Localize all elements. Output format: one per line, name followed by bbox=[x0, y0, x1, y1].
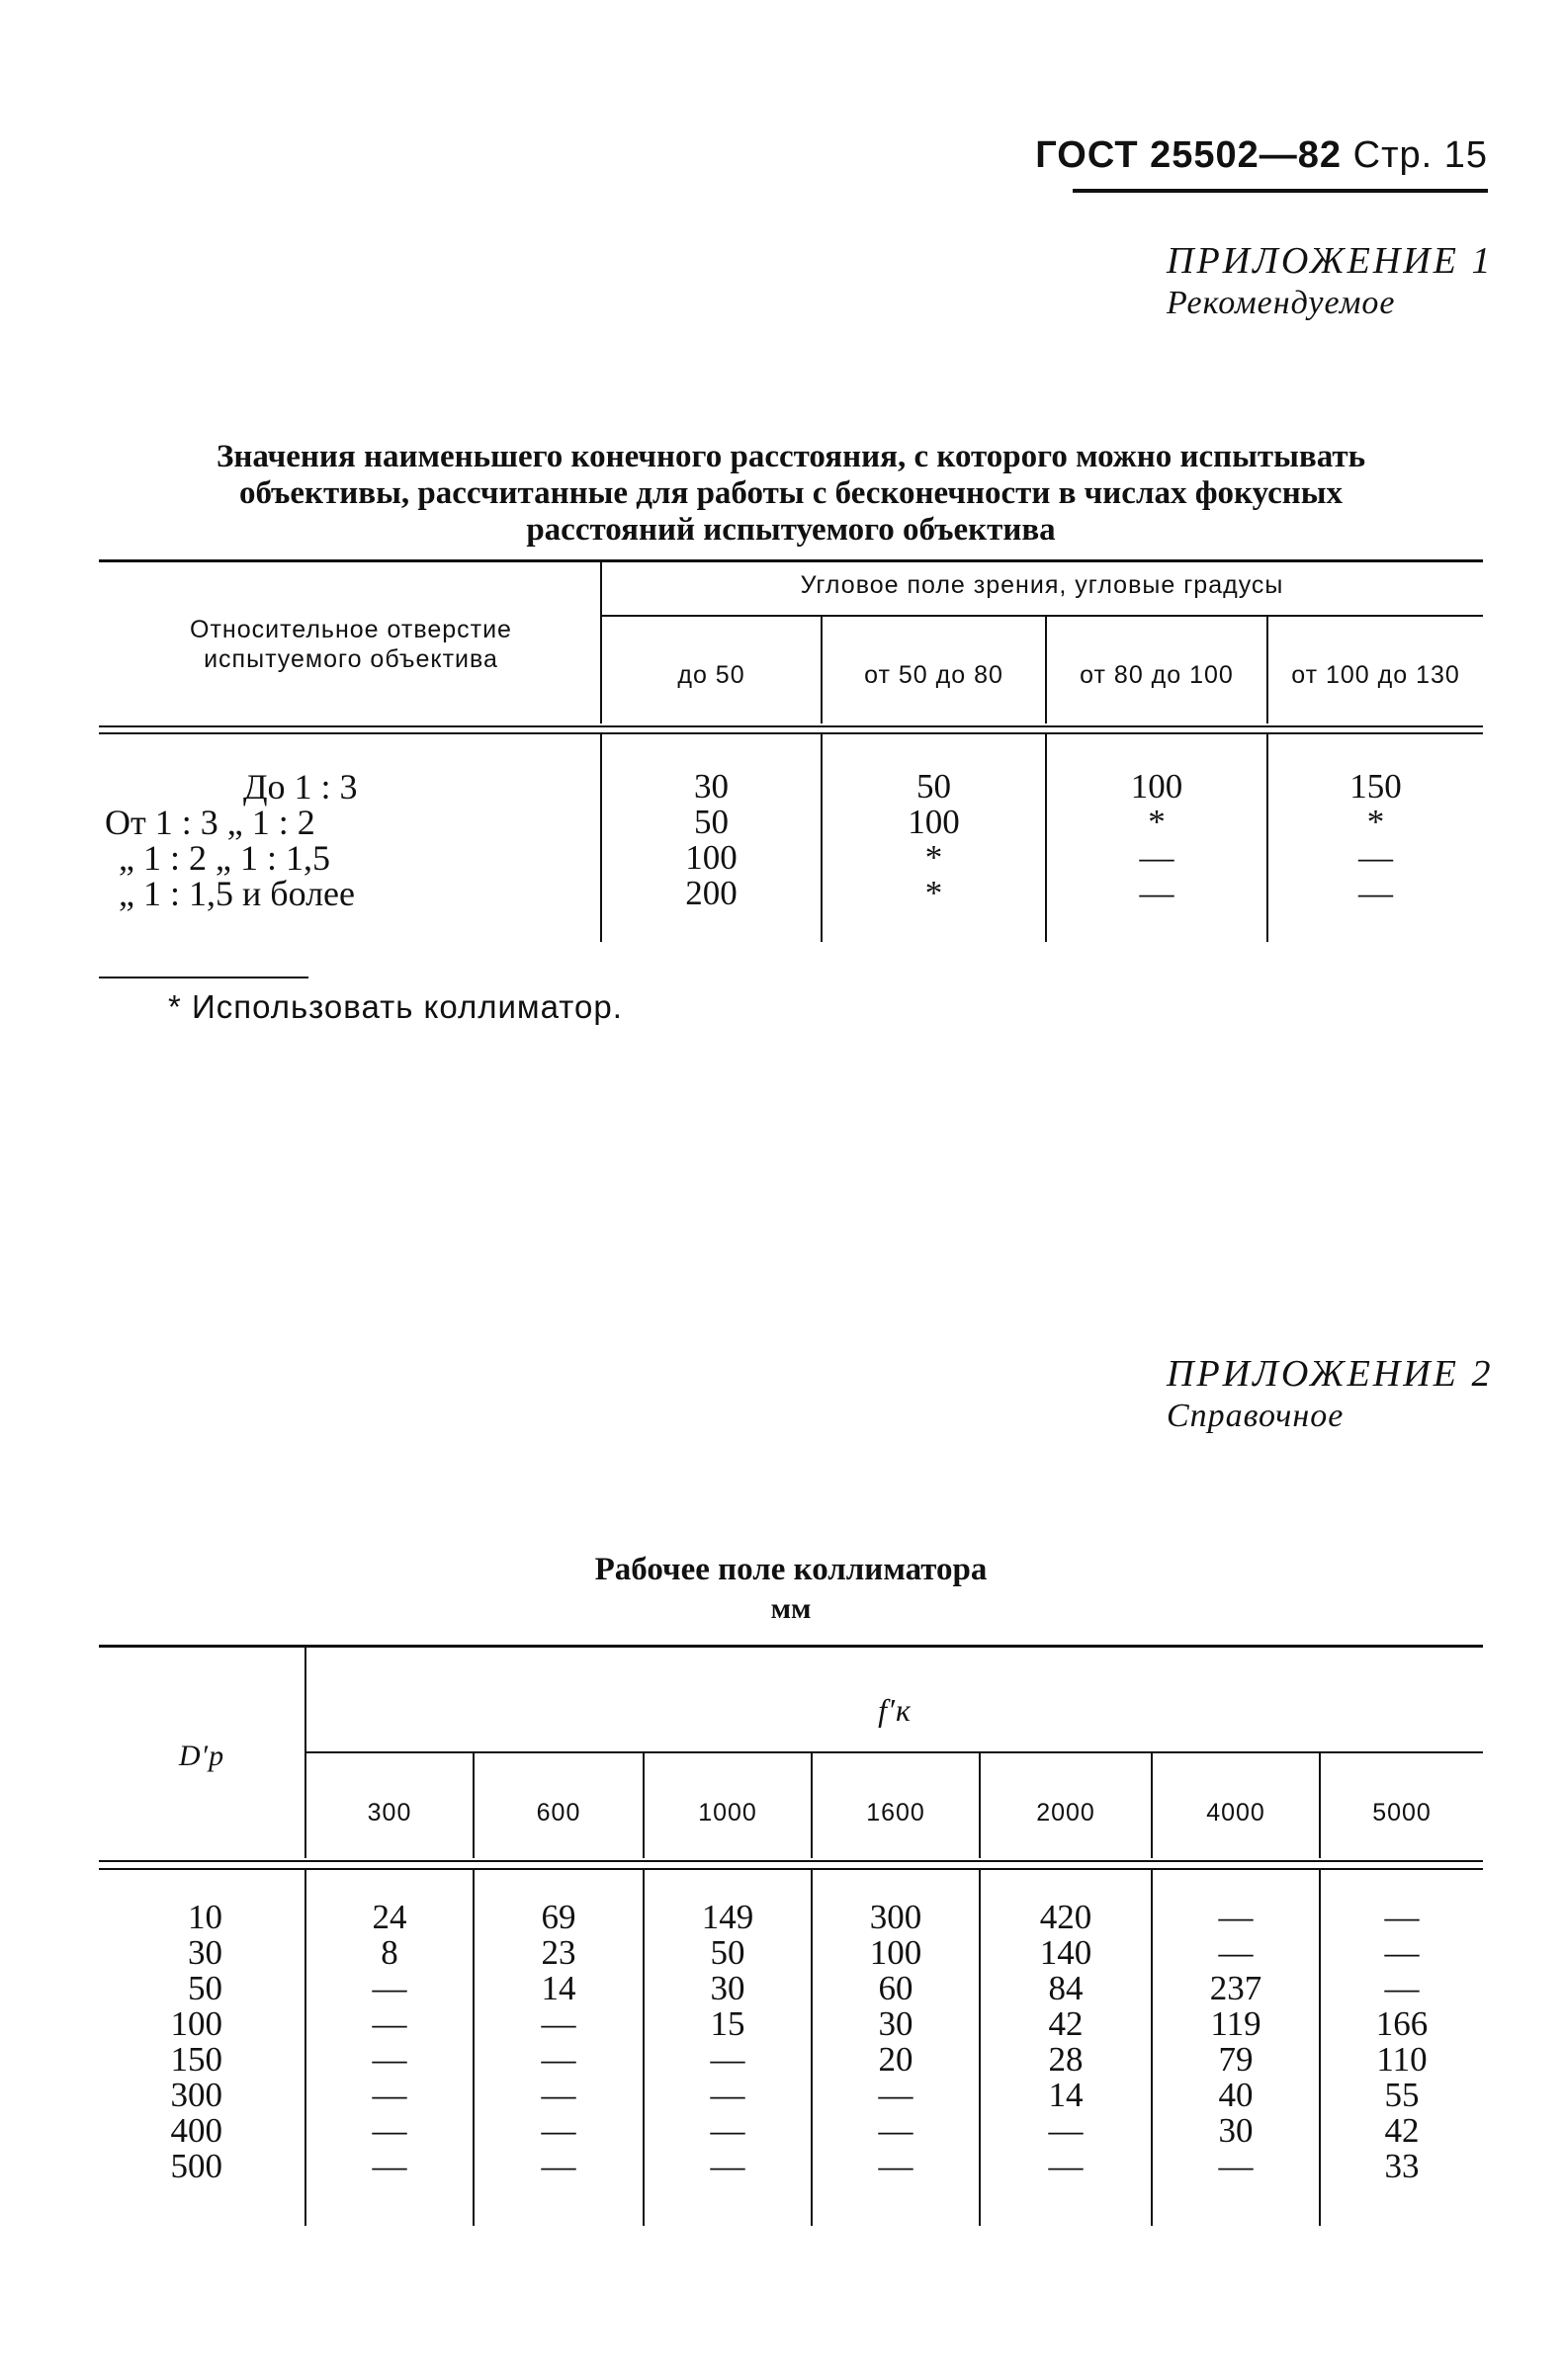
table-2-column-header: 1600 bbox=[866, 1799, 925, 1827]
table-2-group-header: f′к bbox=[878, 1692, 912, 1728]
table-2-cell: 60 bbox=[878, 1969, 913, 2007]
table-1-cell: 50 bbox=[694, 803, 729, 841]
table-2-cell: — bbox=[710, 2111, 745, 2150]
table-2-cell: — bbox=[878, 2111, 913, 2150]
table-2-column-header: 1000 bbox=[698, 1799, 757, 1827]
table-2-cell: 14 bbox=[541, 1969, 576, 2007]
table-2-row-label: 100 bbox=[170, 2004, 222, 2043]
table-2-cell: 14 bbox=[1048, 2076, 1084, 2114]
table-2-cell: — bbox=[1384, 1933, 1420, 1972]
table-2-row-header: D′p bbox=[178, 1740, 225, 1772]
appendix-2-heading bbox=[1167, 1352, 1493, 1435]
table-1-column-header: до 50 bbox=[677, 661, 745, 689]
table-1-row-label: До 1 : 3 bbox=[243, 767, 358, 807]
table-2-cell: 110 bbox=[1376, 2040, 1428, 2079]
table-2-cell: — bbox=[372, 1969, 407, 2007]
table-2-cell: — bbox=[372, 2076, 407, 2114]
table-1-caption bbox=[99, 439, 1483, 549]
table-2-cell: — bbox=[1218, 2147, 1254, 2185]
page-number: Стр. 15 bbox=[1352, 134, 1488, 176]
appendix-2-title: ПРИЛОЖЕНИЕ 2 bbox=[1167, 1353, 1494, 1395]
table-2-group-rule bbox=[306, 1751, 1483, 1753]
table-2-cell: 8 bbox=[381, 1933, 398, 1972]
table-1-row-label: „ 1 : 1,5 и более bbox=[119, 874, 356, 913]
table-2-cell: 23 bbox=[541, 1933, 576, 1972]
table-2-column-header: 2000 bbox=[1036, 1799, 1095, 1827]
table-2-cell: 79 bbox=[1218, 2040, 1254, 2079]
table-2-cell: — bbox=[878, 2076, 913, 2114]
table-2-row-label: 300 bbox=[170, 2076, 222, 2114]
table-1-cell: — bbox=[1358, 838, 1393, 877]
table-2-cell: 42 bbox=[1048, 2004, 1084, 2043]
table-2-cell: — bbox=[710, 2040, 745, 2079]
table-1-cell: * bbox=[1366, 803, 1385, 841]
table-2-cell: 149 bbox=[701, 1898, 754, 1936]
table-1-caption-line: расстояний испытуемого объектива bbox=[526, 512, 1056, 548]
table-2-cell: — bbox=[1384, 1898, 1420, 1936]
table-2-cell: — bbox=[372, 2147, 407, 2185]
table-2-cell: 69 bbox=[541, 1898, 576, 1936]
table-1-row-label: От 1 : 3 „ 1 : 2 bbox=[105, 803, 315, 842]
table-2-cell: — bbox=[1048, 2147, 1084, 2185]
table-2-cell: — bbox=[1218, 1898, 1254, 1936]
table-2-row-label: 10 bbox=[188, 1898, 222, 1936]
table-1-cell: 100 bbox=[908, 803, 960, 841]
table-1-cell: — bbox=[1139, 838, 1174, 877]
table-1-header-rule-2 bbox=[99, 732, 1483, 734]
table-2-cell: 15 bbox=[710, 2004, 745, 2043]
table-2-cell: 84 bbox=[1048, 1969, 1084, 2007]
table-2-column-header: 600 bbox=[536, 1799, 581, 1827]
table-1-cell: 100 bbox=[1130, 767, 1183, 806]
table-2-cell: — bbox=[541, 2076, 576, 2114]
table-1-cell: — bbox=[1139, 874, 1174, 912]
table-2-cell: — bbox=[1384, 1969, 1420, 2007]
table-2-title: Рабочее поле коллиматора bbox=[594, 1552, 988, 1587]
table-2-cell: 300 bbox=[869, 1898, 922, 1936]
table-2-cell: 237 bbox=[1209, 1969, 1262, 2007]
table-1-row-header: Относительное отверстие испытуемого объектива bbox=[190, 616, 512, 673]
table-1-cell: 50 bbox=[916, 767, 951, 806]
table-2-cell: — bbox=[710, 2076, 745, 2114]
table-2-top-rule bbox=[99, 1645, 1483, 1648]
table-2-cell: 24 bbox=[372, 1898, 407, 1936]
table-2-caption bbox=[99, 1552, 1483, 1627]
table-1-cell: * bbox=[924, 874, 943, 912]
table-2-cell: 20 bbox=[878, 2040, 913, 2079]
table-2-cell: 55 bbox=[1384, 2076, 1420, 2114]
table-1-caption-line: объективы, рассчитанные для работы с бесконечности в числах фокусных bbox=[238, 475, 1344, 511]
table-2-column-header: 5000 bbox=[1372, 1799, 1432, 1827]
table-2-cell: 40 bbox=[1218, 2076, 1254, 2114]
appendix-1-status: Рекомендуемое bbox=[1167, 285, 1396, 321]
table-2-row-label: 30 bbox=[188, 1933, 222, 1972]
table-2-header-rule bbox=[99, 1860, 1483, 1862]
table-2-cell: 100 bbox=[869, 1933, 922, 1972]
table-1-caption-line: Значения наименьшего конечного расстояния, с которого можно испытывать bbox=[216, 439, 1366, 474]
table-2-cell: — bbox=[372, 2004, 407, 2043]
table-2-cell: — bbox=[541, 2040, 576, 2079]
table-1-top-rule bbox=[99, 559, 1483, 562]
table-2-cell: — bbox=[541, 2147, 576, 2185]
table-1-cell: * bbox=[924, 838, 943, 877]
header-text bbox=[1035, 134, 1488, 177]
table-1-cell: 100 bbox=[685, 838, 738, 877]
table-2-unit: мм bbox=[770, 1592, 812, 1625]
table-2-cell: — bbox=[372, 2040, 407, 2079]
table-2-row-label: 150 bbox=[170, 2040, 222, 2079]
table-2-cell: 33 bbox=[1384, 2147, 1420, 2185]
table-1-group-rule bbox=[601, 615, 1483, 617]
table-2-cell: — bbox=[372, 2111, 407, 2150]
table-2-cell: — bbox=[1048, 2111, 1084, 2150]
table-2-cell: 30 bbox=[878, 2004, 913, 2043]
table-2-row-label: 500 bbox=[170, 2147, 222, 2185]
table-2-cell: — bbox=[878, 2147, 913, 2185]
table-2-row-label: 400 bbox=[170, 2111, 222, 2150]
table-1-group-header: Угловое поле зрения, угловые градусы bbox=[800, 571, 1284, 599]
table-2-header-rule-2 bbox=[99, 1868, 1483, 1870]
table-2-cell: 420 bbox=[1039, 1898, 1092, 1936]
appendix-1-heading bbox=[1167, 239, 1493, 322]
appendix-2-status: Справочное bbox=[1167, 1398, 1345, 1434]
table-2-cell: 50 bbox=[710, 1933, 745, 1972]
table-1-column-header: от 80 до 100 bbox=[1080, 661, 1234, 689]
table-2-cell: 30 bbox=[710, 1969, 745, 2007]
table-2-row-label: 50 bbox=[188, 1969, 222, 2007]
table-2-cell: 30 bbox=[1218, 2111, 1254, 2150]
table-2-cell: 140 bbox=[1039, 1933, 1092, 1972]
appendix-1-title: ПРИЛОЖЕНИЕ 1 bbox=[1167, 240, 1494, 282]
table-1-cell: — bbox=[1358, 874, 1393, 912]
header-rule bbox=[1073, 189, 1488, 193]
table-1-column-header: от 50 до 80 bbox=[864, 661, 1003, 689]
table-1-column-header: от 100 до 130 bbox=[1291, 661, 1460, 689]
table-2-cell: 42 bbox=[1384, 2111, 1420, 2150]
table-1-footnote: * Использовать коллиматор. bbox=[168, 988, 623, 1025]
table-2-cell: — bbox=[710, 2147, 745, 2185]
page-header bbox=[1035, 134, 1488, 198]
table-1-cell: 200 bbox=[685, 874, 738, 912]
table-1-cell: * bbox=[1148, 803, 1166, 841]
table-2-cell: 166 bbox=[1375, 2004, 1429, 2043]
table-2-column-header: 300 bbox=[367, 1799, 412, 1827]
table-2-cell: 119 bbox=[1210, 2004, 1261, 2043]
footnote-rule bbox=[99, 977, 308, 978]
table-2-cell: 28 bbox=[1048, 2040, 1084, 2079]
standard-number: ГОСТ 25502—82 bbox=[1035, 134, 1343, 176]
table-2-column-header: 4000 bbox=[1206, 1799, 1265, 1827]
table-1-cell: 150 bbox=[1349, 767, 1402, 806]
table-1-header-rule bbox=[99, 725, 1483, 727]
table-1-cell: 30 bbox=[694, 767, 729, 806]
table-2-cell: — bbox=[541, 2004, 576, 2043]
table-2-cell: — bbox=[541, 2111, 576, 2150]
table-1-row-label: „ 1 : 2 „ 1 : 1,5 bbox=[119, 838, 330, 878]
table-2-cell: — bbox=[1218, 1933, 1254, 1972]
